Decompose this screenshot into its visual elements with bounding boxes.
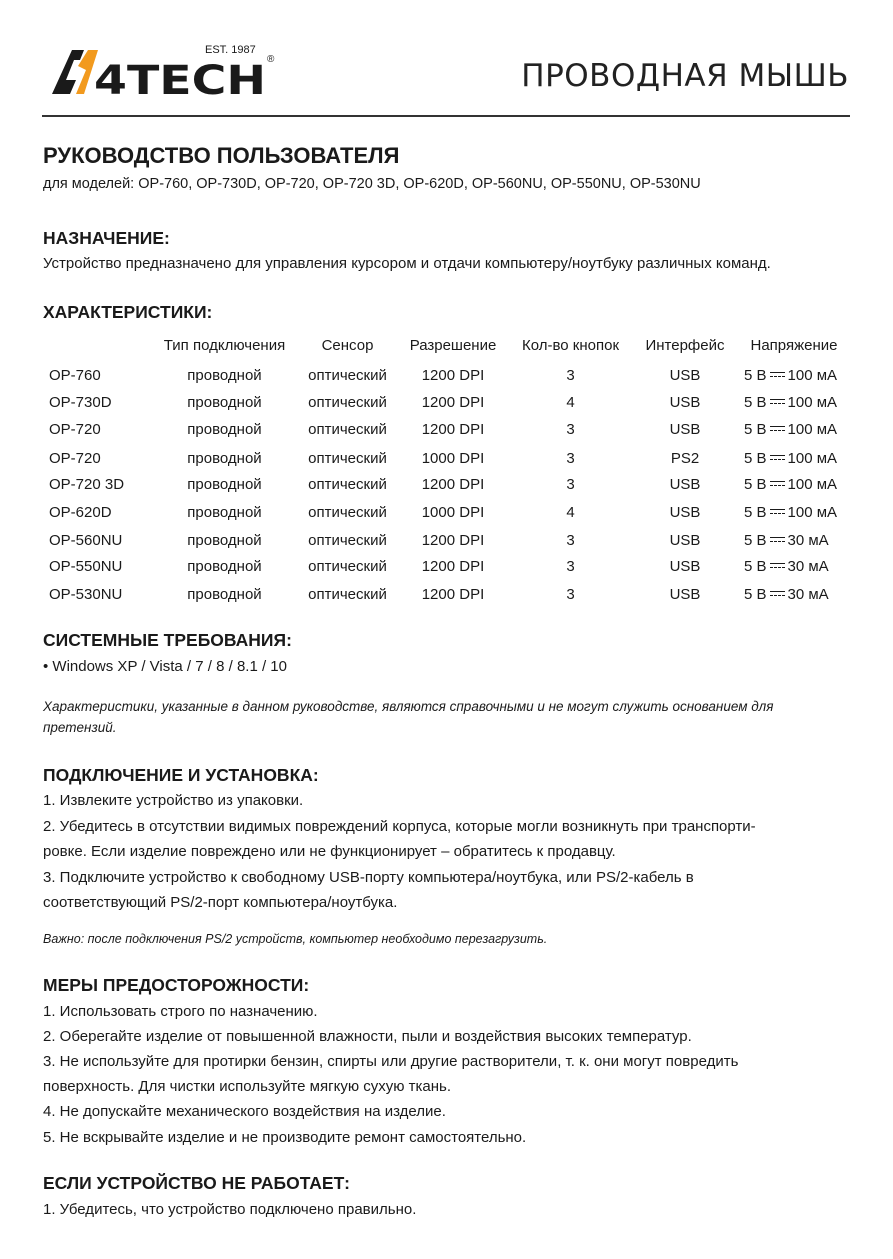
main-title: РУКОВОДСТВО ПОЛЬЗОВАТЕЛЯ xyxy=(43,143,400,168)
cell-voltage xyxy=(744,504,852,521)
precaution-line: 2. Оберегайте изделие от повышенной влажности, пыли и воздействия высоких температур. xyxy=(43,1028,692,1045)
cell-interface: USB xyxy=(669,394,701,411)
cell-sensor: оптический xyxy=(308,586,387,603)
dc-symbol-icon xyxy=(770,455,785,462)
cell-resolution: 1000 DPI xyxy=(421,504,485,521)
cell-model: OP-720 3D xyxy=(49,476,125,493)
cell-connection: проводной xyxy=(187,421,262,438)
cell-buttons: 3 xyxy=(566,586,575,603)
dc-symbol-icon xyxy=(770,563,785,570)
cell-voltage xyxy=(744,586,852,603)
logo-est: EST. 1987 xyxy=(205,44,256,56)
cell-sensor: оптический xyxy=(308,450,387,467)
current-value: 100 мА xyxy=(787,450,838,467)
cell-model: OP-550NU xyxy=(49,558,123,575)
precaution-line: 4. Не допускайте механического воздействия на изделие. xyxy=(43,1103,446,1120)
cell-sensor: оптический xyxy=(308,476,387,493)
disclaimer-line: Характеристики, указанные в данном руководстве, являются справочными и не могут служить основанием для xyxy=(43,699,774,714)
current-value: 30 мА xyxy=(787,558,829,575)
voltage-value: 5 В xyxy=(744,586,767,603)
cell-resolution: 1200 DPI xyxy=(421,558,485,575)
header-divider xyxy=(42,115,850,117)
current-value: 30 мА xyxy=(787,532,829,549)
cell-resolution: 1200 DPI xyxy=(421,367,485,384)
cell-buttons: 3 xyxy=(566,421,575,438)
dc-symbol-icon xyxy=(770,399,785,406)
specs-heading: ХАРАКТЕРИСТИКИ: xyxy=(43,302,213,322)
cell-interface: USB xyxy=(669,421,701,438)
voltage-value: 5 В xyxy=(744,421,767,438)
purpose-text: Устройство предназначено для управления курсором и отдачи компьютеру/ноутбуку различных команд. xyxy=(43,255,771,272)
specs-col-header: Разрешение xyxy=(409,337,497,354)
cell-model: OP-530NU xyxy=(49,586,123,603)
cell-connection: проводной xyxy=(187,476,262,493)
install-line: 3. Подключите устройство к свободному USB-порту компьютера/ноутбука, или PS/2-кабель в xyxy=(43,869,694,886)
dc-symbol-icon xyxy=(770,591,785,598)
dc-symbol-icon xyxy=(770,509,785,516)
cell-resolution: 1000 DPI xyxy=(421,450,485,467)
specs-col-header: Кол-во кнопок xyxy=(521,337,620,354)
cell-connection: проводной xyxy=(187,558,262,575)
voltage-value: 5 В xyxy=(744,476,767,493)
current-value: 100 мА xyxy=(787,476,838,493)
sysreq-item: • Windows XP / Vista / 7 / 8 / 8.1 / 10 xyxy=(43,658,287,675)
cell-interface: USB xyxy=(669,532,701,549)
precaution-line: 1. Использовать строго по назначению. xyxy=(43,1003,318,1020)
dc-symbol-icon xyxy=(770,426,785,433)
cell-model: OP-730D xyxy=(49,394,112,411)
specs-col-header: Интерфейс xyxy=(645,337,725,354)
cell-buttons: 3 xyxy=(566,558,575,575)
cell-voltage xyxy=(744,421,852,438)
install-heading: ПОДКЛЮЧЕНИЕ И УСТАНОВКА: xyxy=(43,765,319,785)
document-title: ПРОВОДНАЯ МЫШЬ xyxy=(521,58,849,94)
cell-voltage xyxy=(744,367,852,384)
cell-buttons: 3 xyxy=(566,367,575,384)
cell-sensor: оптический xyxy=(308,421,387,438)
cell-connection: проводной xyxy=(187,394,262,411)
install-line: 1. Извлеките устройство из упаковки. xyxy=(43,792,304,809)
cell-resolution: 1200 DPI xyxy=(421,394,485,411)
voltage-value: 5 В xyxy=(744,394,767,411)
current-value: 30 мА xyxy=(787,586,829,603)
cell-connection: проводной xyxy=(187,450,262,467)
voltage-value: 5 В xyxy=(744,450,767,467)
cell-sensor: оптический xyxy=(308,504,387,521)
cell-model: OP-760 xyxy=(49,367,101,384)
cell-buttons: 4 xyxy=(566,394,575,411)
specs-col-header: Напряжение xyxy=(750,337,838,354)
logo-brand: 4TECH xyxy=(94,58,266,100)
install-line: соответствующий PS/2-порт компьютера/ноутбука. xyxy=(43,894,398,911)
install-line: ровке. Если изделие повреждено или не функционирует – обратитесь к продавцу. xyxy=(43,843,616,860)
voltage-value: 5 В xyxy=(744,558,767,575)
cell-resolution: 1200 DPI xyxy=(421,586,485,603)
voltage-value: 5 В xyxy=(744,504,767,521)
troubleshoot-heading: ЕСЛИ УСТРОЙСТВО НЕ РАБОТАЕТ: xyxy=(43,1173,350,1193)
cell-voltage xyxy=(744,450,852,467)
sysreq-heading: СИСТЕМНЫЕ ТРЕБОВАНИЯ: xyxy=(43,630,292,650)
cell-model: OP-720 xyxy=(49,421,101,438)
precaution-line: 5. Не вскрывайте изделие и не производите ремонт самостоятельно. xyxy=(43,1129,527,1146)
precaution-line: 3. Не используйте для протирки бензин, спирты или другие растворители, т. к. они могут повредить xyxy=(43,1053,739,1070)
cell-resolution: 1200 DPI xyxy=(421,421,485,438)
current-value: 100 мА xyxy=(787,367,838,384)
cell-voltage xyxy=(744,394,852,411)
cell-interface: USB xyxy=(669,558,701,575)
cell-buttons: 3 xyxy=(566,450,575,467)
dc-symbol-icon xyxy=(770,481,785,488)
purpose-heading: НАЗНАЧЕНИЕ: xyxy=(43,228,170,248)
dc-symbol-icon xyxy=(770,372,785,379)
current-value: 100 мА xyxy=(787,394,838,411)
cell-interface: USB xyxy=(669,586,701,603)
troubleshoot-line: 1. Убедитесь, что устройство подключено правильно. xyxy=(43,1201,417,1218)
cell-connection: проводной xyxy=(187,504,262,521)
cell-voltage xyxy=(744,558,852,575)
cell-model: OP-560NU xyxy=(49,532,123,549)
current-value: 100 мА xyxy=(787,504,838,521)
a4tech-logo xyxy=(50,40,285,100)
cell-buttons: 3 xyxy=(566,476,575,493)
cell-buttons: 4 xyxy=(566,504,575,521)
cell-interface: USB xyxy=(669,504,701,521)
install-note: Важно: после подключения PS/2 устройств, компьютер необходимо перезагрузить. xyxy=(43,932,548,946)
precautions-heading: МЕРЫ ПРЕДОСТОРОЖНОСТИ: xyxy=(43,975,310,995)
disclaimer-line: претензий. xyxy=(43,720,117,735)
cell-sensor: оптический xyxy=(308,558,387,575)
cell-sensor: оптический xyxy=(308,532,387,549)
cell-buttons: 3 xyxy=(566,532,575,549)
cell-voltage xyxy=(744,532,852,549)
dc-symbol-icon xyxy=(770,537,785,544)
cell-sensor: оптический xyxy=(308,394,387,411)
voltage-value: 5 В xyxy=(744,367,767,384)
cell-connection: проводной xyxy=(187,367,262,384)
cell-connection: проводной xyxy=(187,532,262,549)
install-line: 2. Убедитесь в отсутствии видимых повреждений корпуса, которые могли возникнуть при транспорти- xyxy=(43,818,756,835)
cell-resolution: 1200 DPI xyxy=(421,476,485,493)
cell-voltage xyxy=(744,476,852,493)
cell-model: OP-620D xyxy=(49,504,112,521)
cell-connection: проводной xyxy=(187,586,262,603)
cell-interface: PS2 xyxy=(670,450,700,467)
cell-model: OP-720 xyxy=(49,450,101,467)
voltage-value: 5 В xyxy=(744,532,767,549)
current-value: 100 мА xyxy=(787,421,838,438)
specs-col-header: Сенсор xyxy=(321,337,374,354)
precaution-line: поверхность. Для чистки используйте мягкую сухую ткань. xyxy=(43,1078,452,1095)
cell-interface: USB xyxy=(669,476,701,493)
cell-resolution: 1200 DPI xyxy=(421,532,485,549)
cell-interface: USB xyxy=(669,367,701,384)
specs-col-header: Тип подключения xyxy=(163,337,286,354)
cell-sensor: оптический xyxy=(308,367,387,384)
logo-registered: ® xyxy=(267,54,275,65)
models-line: для моделей: OP-760, OP-730D, OP-720, OP-720 3D, OP-620D, OP-560NU, OP-550NU, OP-530NU xyxy=(43,176,701,192)
